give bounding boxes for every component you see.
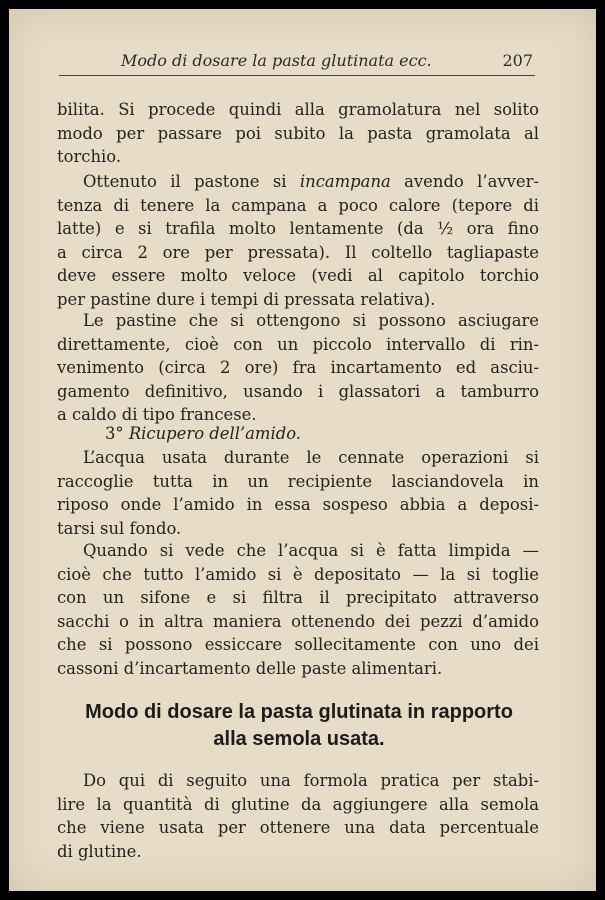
text-line: modo per passare poi subito la pasta gramolata al (57, 123, 539, 143)
paragraph-pastine (57, 309, 539, 427)
text-line: sacchi o in altra maniera ottenendo dei pezzi d’amido (57, 611, 539, 631)
text-line: che viene usata per ottenere una data percentuale (57, 818, 539, 837)
page-header (59, 51, 535, 76)
paragraph-pastone (57, 170, 539, 311)
paragraph-continuation (57, 98, 539, 169)
page-number: 207 (502, 51, 533, 70)
text-line: cassoni d’incartamento delle paste alimentari. (57, 658, 443, 678)
text-line: riposo onde l’amido in essa sospeso abbia a deposi- (57, 495, 539, 514)
text-line: tarsi sul fondo. (57, 518, 182, 538)
subsection-heading (57, 422, 539, 446)
text-line: lire la quantità di glutine da aggiungere alla semola (57, 794, 539, 814)
book-page (9, 9, 596, 891)
running-title: Modo di dosare la pasta glutinata ecc. (121, 51, 432, 70)
text-line: raccoglie tutta in un recipiente lasciandovela in (57, 471, 539, 491)
text-line: torchio. (57, 147, 122, 166)
text-line: Ottenuto il pastone si incampana avendo l’avver- (83, 172, 539, 191)
text-line: direttamente, cioè con un piccolo intervallo di rin- (57, 334, 539, 354)
text-line: venimento (circa 2 ore) fra incartamento ed asciu- (57, 358, 539, 377)
text-line: a circa 2 ore per pressata). Il coltello tagliapaste (57, 242, 539, 262)
subsection-number: 3° (105, 424, 124, 443)
text-line: Do qui di seguito una formola pratica per stabi- (83, 771, 539, 790)
paragraph-limpida (57, 539, 539, 680)
text-line: di glutine. (57, 841, 142, 861)
text-line: L’acqua usata durante le cennate operazioni si (83, 448, 539, 467)
text-line: che si possono essiccare sollecitamente con uno dei (57, 635, 539, 654)
section-heading-line: Modo di dosare la pasta glutinata in rapporto (85, 701, 513, 723)
text-line: Quando si vede che l’acqua si è fatta limpida — (83, 541, 539, 560)
paragraph-acqua (57, 446, 539, 540)
text-line: cioè che tutto l’amido si è depositato — la si toglie (57, 564, 539, 584)
paragraph-formola (57, 769, 539, 863)
subsection-title: Ricupero dell’amido. (128, 424, 301, 443)
section-heading-line: alla semola usata. (213, 728, 385, 750)
text-line: deve essere molto veloce (vedi al capitolo torchio (57, 266, 539, 285)
text-line: gamento definitivo, usando i glassatori a tamburro (57, 381, 539, 401)
text-line: tenza di tenere la campana a poco calore (tepore di (57, 195, 539, 215)
text-line: per pastine dure i tempi di pressata relativa). (57, 289, 436, 309)
text-line: bilita. Si procede quindi alla gramolatura nel solito (57, 100, 539, 119)
italic-term: incampana (299, 172, 391, 191)
text-line: a caldo di tipo francese. (57, 405, 257, 424)
text-line: con un sifone e si filtra il precipitato attraverso (57, 588, 539, 607)
section-heading (29, 699, 569, 753)
text-line: latte) e si trafila molto lentamente (da ½ ora fino (57, 219, 539, 238)
text-line: Le pastine che si ottengono si possono asciugare (83, 311, 539, 330)
